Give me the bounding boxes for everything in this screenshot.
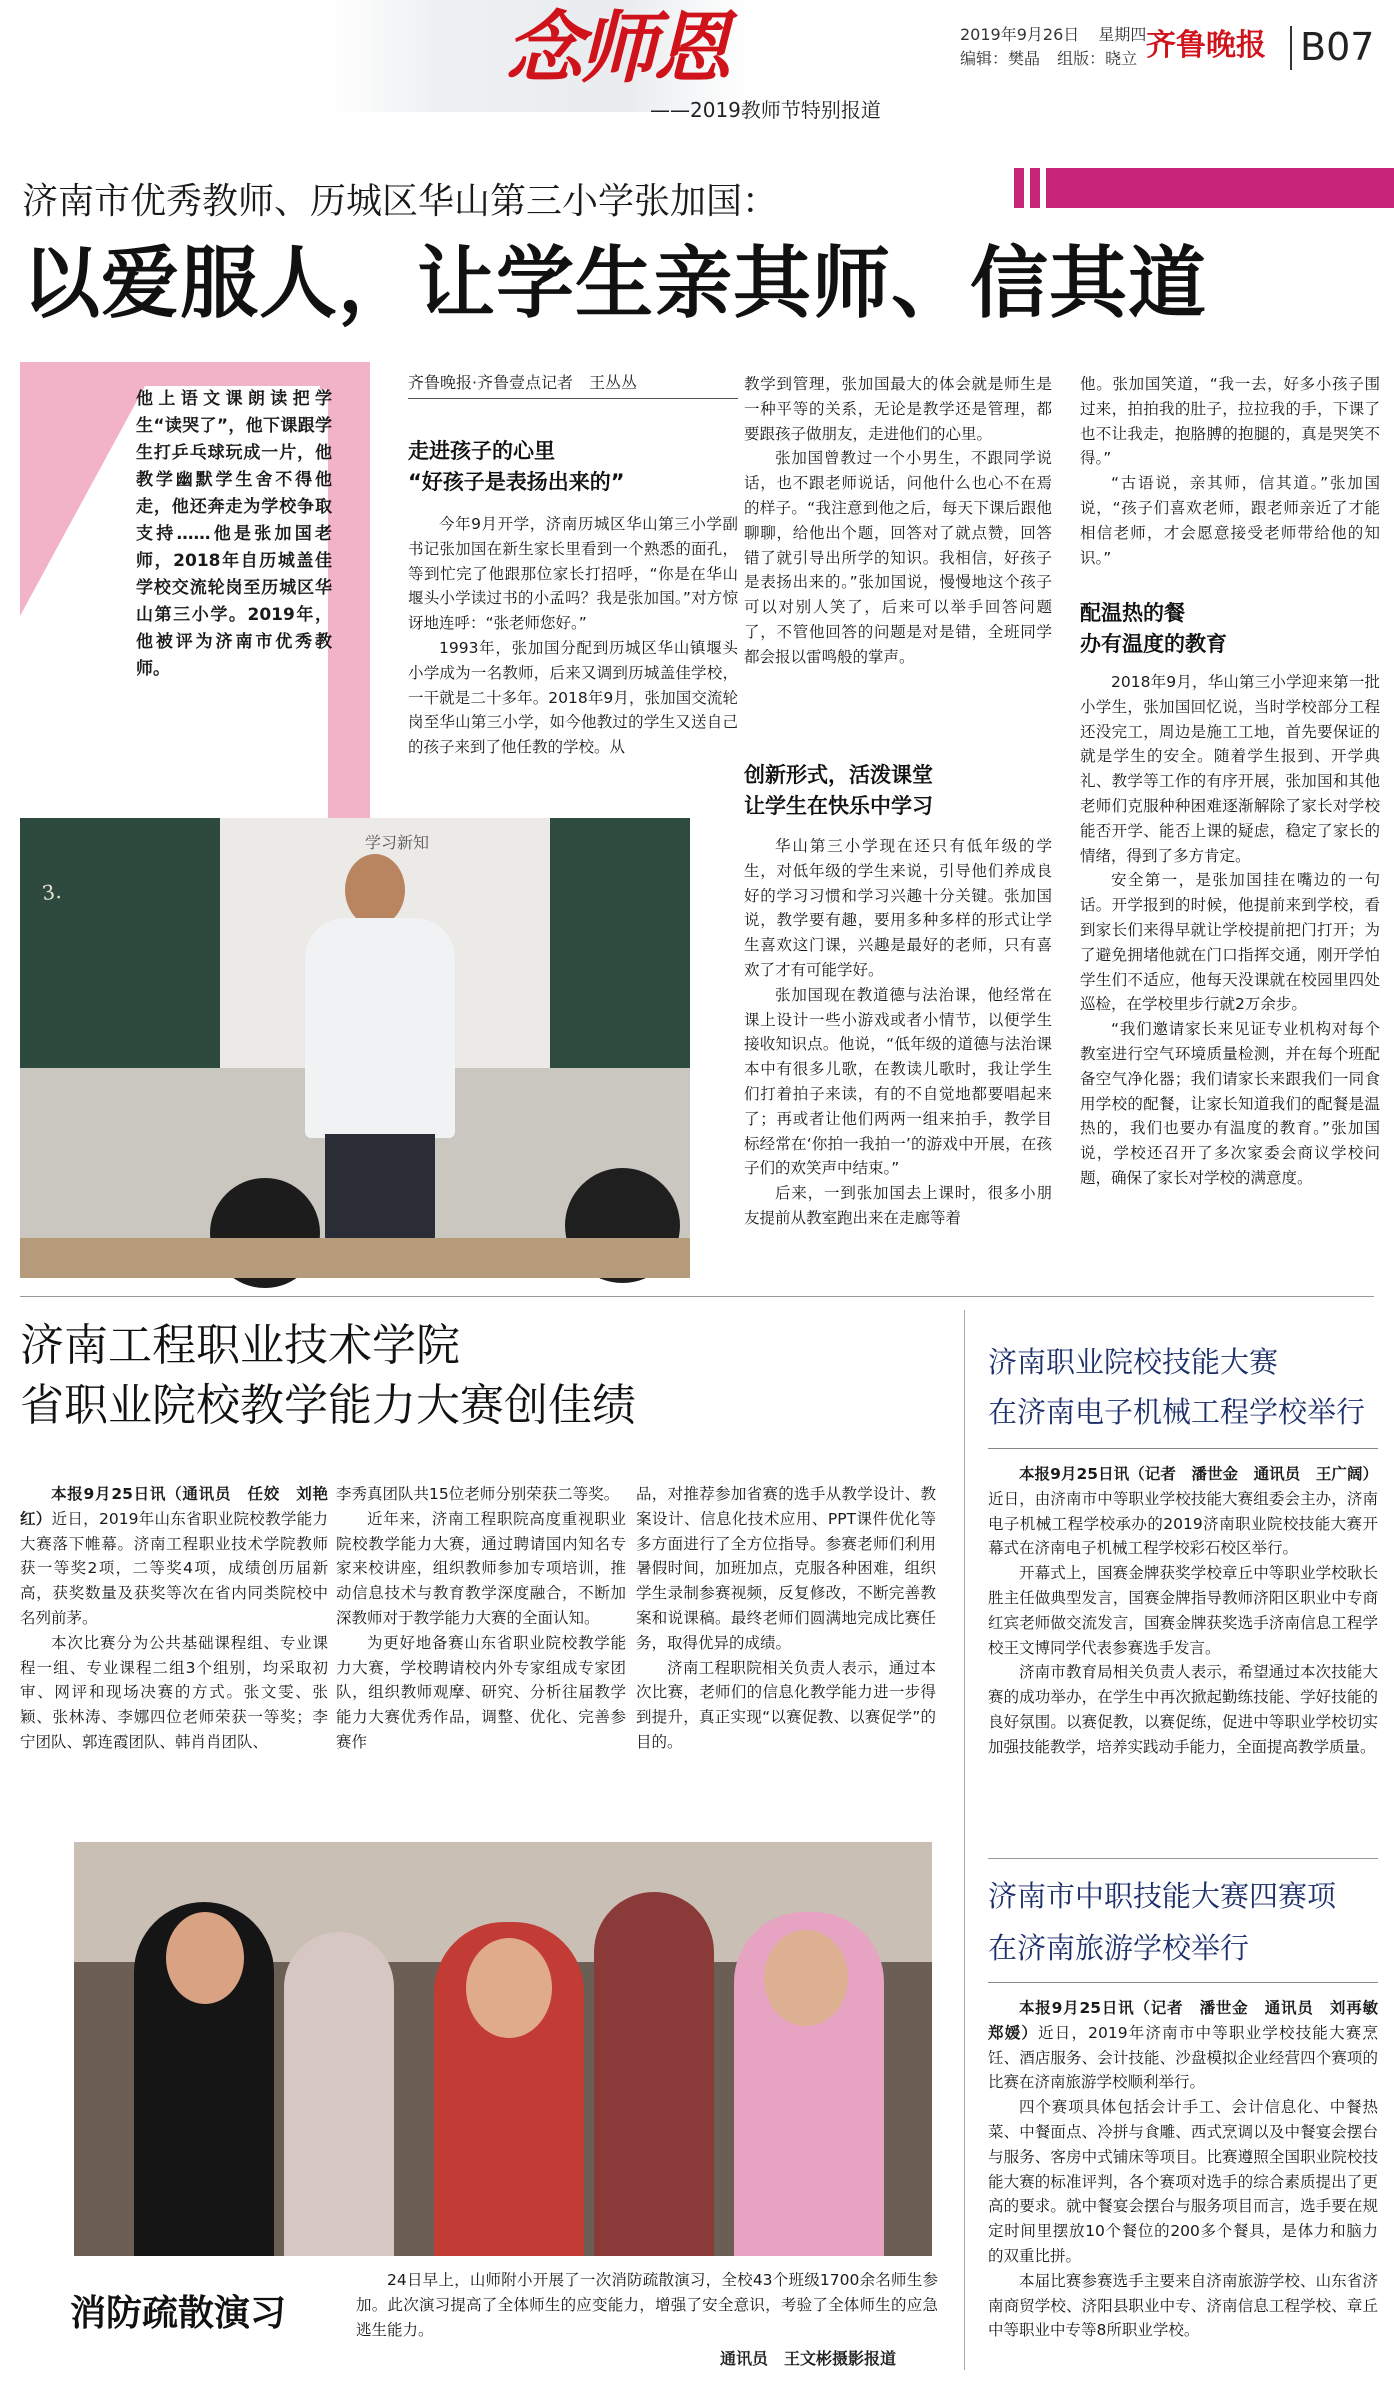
byline-rule <box>408 398 738 399</box>
article3-body <box>988 1462 1378 1882</box>
editor-credit: 编辑：樊晶 <box>960 49 1041 68</box>
student-face <box>166 1912 244 2004</box>
blackboard-writing: 3. <box>40 878 63 906</box>
paragraph: 李秀真团队共15位老师分别荣获二等奖。 <box>336 1485 620 1503</box>
student-figure <box>284 1932 394 2256</box>
article1-kicker: 济南市优秀教师、历城区华山第三小学张加国： <box>22 181 779 222</box>
article3-lead: 本报9月25日讯（记者 潘世金 通讯员 王广阔） <box>1019 1465 1378 1483</box>
paragraph: “古语说，亲其师，信其道。”张加国说，“孩子们喜欢老师，跟老师亲近了才能相信老师，才会愿意接受老师带给他的知识。” <box>1080 474 1380 567</box>
desk-row <box>20 1238 690 1278</box>
paper-logo: 齐鲁晚报 <box>1146 28 1266 63</box>
blackboard-left <box>20 818 220 1068</box>
paragraph: 华山第三小学现在还只有低年级的学生，对低年级的学生来说，引导他们养成良好的学习习惯和学习兴趣十分关键。张加国说，教学要有趣，要用多种多样的形式让学生喜欢这门课，兴趣是最好的老师，只有喜欢了才有可能学好。 <box>744 837 1052 979</box>
paragraph: 开幕式上，国赛金牌获奖学校章丘中等职业学校耿长胜主任做典型发言，国赛金牌指导教师济阳区职业中专商红宾老师做交流发言，国赛金牌获奖选手济南信息工程学校王文博同学代表参赛选手发言。 <box>988 1564 1378 1657</box>
issue-weekday: 星期四 <box>1098 25 1147 44</box>
headline-rule <box>988 1982 1378 1983</box>
article2-lead: 本报9月25日讯（通讯员 任姣 刘艳红） <box>20 1485 328 1528</box>
header-divider <box>1290 26 1292 70</box>
article3-headline-2: 在济南电子机械工程学校举行 <box>988 1395 1366 1429</box>
issue-date: 2019年9月26日 <box>960 25 1080 44</box>
article2-first: 近日，2019年山东省职业院校教学能力大赛落下帷幕。济南工程职业技术学院教师获一等奖2项，二等奖4项，成绩创历届新高，获奖数量及获奖等次在省内同类院校中名列前茅。 <box>20 1509 328 1627</box>
paragraph: 本届比赛参赛选手主要来自济南旅游学校、山东省济南商贸学校、济阳县职业中专、济南信息工程学校、章丘中等职业中专等8所职业学校。 <box>988 2271 1378 2340</box>
accent-bar-long <box>1046 168 1394 208</box>
article2-headline-1: 济南工程职业技术学院 <box>20 1320 460 1371</box>
paragraph: 2018年9月，华山第三小学迎来第一批小学生，张加国回忆说，当时学校部分工程还没完工，周边是施工工地，首先要保证的就是学生的安全。随着学生报到、开学典礼、教学等工作的有序开展，张加国和其他老师们克服种种困难逐渐解除了家长对学校能否开学、能否上课的疑虑，稳定了家长的情绪，得到了多方肯定。 <box>1080 673 1380 865</box>
article4-headline-2: 在济南旅游学校举行 <box>988 1931 1250 1965</box>
paragraph: “我们邀请家长来见证专业机构对每个教室进行空气环境质量检测，并在每个班配备空气净化器；我们请家长来跟我们一同食用学校的配餐，让家长知道我们的配餐是温热的，我们也要办有温度的教育。”张加国说，学校还召开了多次家委会商议学校问题，确保了家长对学校的满意度。 <box>1080 1020 1380 1187</box>
paragraph: 张加国曾教过一个小男生，不跟同学说话，也不跟老师说话，问他什么也心不在焉的样子。“我注意到他之后，每天下课后跟他聊聊，给他出个题，回答对了就点赞，回答错了就引导出所学的知识。我相信，好孩子是表扬出来的。”张加国说，慢慢地这个孩子可以对别人笑了，后来可以举手回答问题了，不管他回答的问题是对是错，全班同学都会报以雷鸣般的掌声。 <box>744 449 1052 666</box>
section-title-3: 配温热的餐 办有温度的教育 <box>1080 601 1227 656</box>
paragraph: 近年来，济南工程职院高度重视职业院校教学能力大赛，通过聘请国内知名专家来校讲座，组织教师参加专项培训，推动信息技术与教育教学深度融合，不断加深教师对于教学能力大赛的全面认知。 <box>336 1509 626 1627</box>
article4-lead: 本报9月25日讯（记者 潘世金 通讯员 刘再敏 郑媛） <box>988 1999 1394 2042</box>
paragraph: 本次比赛分为公共基础课程组、专业课程一组、专业课程二组3个组别，均采取初审、网评和现场决赛的方式。张文雯、张颖、张林涛、李娜四位老师荣获一等奖；李宁团队、郭连霞团队、韩肖肖团队、 <box>20 1633 328 1751</box>
screen-text: 学习新知 <box>365 833 430 852</box>
paragraph: 济南工程职院相关负责人表示，通过本次比赛，老师们的信息化教学能力进一步得到提升，真正实现“以赛促教、以赛促学”的目的。 <box>636 1658 936 1751</box>
article2-headline-2: 省职业院校教学能力大赛创佳绩 <box>20 1380 636 1431</box>
paragraph: 品，对推荐参加省赛的选手从教学设计、教案设计、信息化技术应用、PPT课件优化等多方面进行了全方位指导。参赛老师们利用暑假时间，加班加点，克服各种困难，组织学生录制参赛视频，反复修改，不断完善教案和说课稿。最终老师们圆满地完成比赛任务，取得优异的成绩。 <box>636 1485 936 1652</box>
headline-rule <box>988 1448 1378 1449</box>
article1-col2 <box>744 834 1052 1278</box>
section-title-2: 创新形式，活泼课堂 让学生在快乐中学习 <box>744 763 933 818</box>
article4-first: 近日，2019年济南市中等职业学校技能大赛烹饪、酒店服务、会计技能、沙盘模拟企业经营四个赛项的比赛在济南旅游学校顺利举行。 <box>988 2023 1378 2092</box>
article1-col3-top <box>1080 372 1380 567</box>
paragraph: 今年9月开学，济南历城区华山第三小学副书记张加国在新生家长里看到一个熟悉的面孔，等到忙完了他跟那位家长打招呼，“你是在华山堰头小学读过书的小孟吗？我是张加国。”对方惊讶地连呼：“张老师您好。” <box>408 515 738 633</box>
article-divider <box>988 1858 1378 1859</box>
paragraph <box>20 1482 328 1631</box>
paragraph <box>988 1462 1378 1561</box>
student-face <box>764 1930 848 2026</box>
article1-byline: 齐鲁晚报·齐鲁壹点记者 王丛丛 <box>408 373 638 392</box>
photo-fire-drill <box>74 1842 932 2256</box>
fire-drill-credit: 通讯员 王文彬摄影报道 <box>720 2349 897 2368</box>
paragraph: 后来，一到张加国去上课时，很多小朋友提前从教室跑出来在走廊等着 <box>744 1184 1052 1227</box>
paragraph: 教学到管理，张加国最大的体会就是师生是一种平等的关系，无论是教学还是管理，都要跟孩子做朋友，走进他们的心里。 <box>744 375 1052 443</box>
article1-col1 <box>408 512 738 822</box>
article3-first: 近日，由济南市中等职业学校技能大赛组委会主办，济南电子机械工程学校承办的2019济南职业院校技能大赛开幕式在济南电子机械工程学校彩石校区举行。 <box>988 1489 1378 1558</box>
article1-headline: 以爱服人，让学生亲其师、信其道 <box>22 239 1208 329</box>
photo-classroom <box>20 818 690 1278</box>
article2-col1 <box>20 1482 328 1812</box>
teacher-head <box>345 854 405 926</box>
article4-body <box>988 1996 1394 2388</box>
page-number: B07 <box>1300 25 1375 69</box>
column-divider <box>964 1310 965 2370</box>
accent-bar <box>1014 168 1024 208</box>
article1-intro: 他上语文课朗读把学生“读哭了”，他下课跟学生打乒乓球玩成一片，他教学幽默学生舍不得他走，他还奔走为学校争取支持……他是张加国老师，2018年自历城盖佳学校交流轮岗至历城区华山第三小学。2019年，他被评为济南市优秀教师。 <box>136 389 332 679</box>
article1-col3 <box>1080 670 1380 1278</box>
blackboard-right <box>550 818 690 1068</box>
student-figure <box>594 1892 714 2256</box>
teacher-body <box>305 918 455 1138</box>
paragraph: 张加国现在教道德与法治课，他经常在课上设计一些小游戏或者小情节，以便学生接收知识点。他说，“低年级的道德与法治课本中有很多儿歌，在教读儿歌时，我让学生们打着拍子来读，有的不自觉地都要唱起来了；再或者让他们两两一组来拍手，教学目标经常在‘你拍一我拍一’的游戏中开展，在孩子们的欢笑声中结束。” <box>744 985 1052 1178</box>
masthead-staff <box>960 48 1137 70</box>
paragraph: 1993年，张加国分配到历城区华山镇堰头小学成为一名教师，后来又调到历城盖佳学校，一干就是二十多年。2018年9月，张加国交流轮岗至华山第三小学，如今他教过的学生又送自己的孩子来到了他任教的学校。从 <box>408 638 738 757</box>
layout-credit: 组版：晓立 <box>1057 49 1138 68</box>
article2-col3 <box>636 1482 936 1812</box>
article3-headline-1: 济南职业院校技能大赛 <box>988 1345 1279 1379</box>
fire-drill-caption <box>356 2268 938 2342</box>
student-face <box>466 1938 552 2038</box>
paragraph: 他。张加国笑道，“我一去，好多小孩子围过来，拍拍我的肚子，拉拉我的手，下课了也不让我走，抱胳膊的抱腿的，真是哭笑不得。” <box>1080 375 1380 468</box>
article4-headline-1: 济南市中职技能大赛四赛项 <box>988 1879 1337 1913</box>
article1-col2-top <box>744 372 1052 720</box>
article2-col2 <box>336 1482 626 1812</box>
masthead <box>0 0 1394 122</box>
paragraph: 为更好地备赛山东省职业院校教学能力大赛，学校聘请校内外专家组成专家团队，组织教师观摩、研究、分析往届教学能力大赛优秀作品，调整、优化、完善参赛作 <box>336 1633 626 1751</box>
masthead-subtitle: ——2019教师节特别报道 <box>650 98 881 122</box>
paragraph: 四个赛项具体包括会计手工、会计信息化、中餐热菜、中餐面点、冷拼与食雕、西式烹调以及中餐宴会摆台与服务、客房中式铺床等项目。比赛遵照全国职业院校技能大赛的标准评判，各个赛项对选手的综合素质提出了更高的要求。就中餐宴会摆台与服务项目而言，选手要在规定时间里摆放10个餐位的200多个餐具，是体力和脑力的双重比拼。 <box>988 2098 1378 2265</box>
masthead-title: 念师恩 <box>505 3 728 94</box>
paragraph: 济南市教育局相关负责人表示，希望通过本次技能大赛的成功举办，在学生中再次掀起勤练技能、学好技能的良好氛围。以赛促教，以赛促练，促进中等职业学校切实加强技能教学，培养实践动手能力，全面提高教学质量。 <box>988 1663 1378 1756</box>
masthead-date <box>960 24 1146 46</box>
paragraph <box>988 1996 1394 2095</box>
section-divider <box>20 1296 1374 1297</box>
fire-drill-title: 消防疏散演习 <box>70 2293 287 2334</box>
paragraph: 安全第一，是张加国挂在嘴边的一句话。开学报到的时候，他提前来到学校，看到家长们来得早就让学校提前把门打开；为了避免拥堵他就在门口指挥交通，刚开学怕学生们不适应，他每天没课就在校园里四处巡检，在学校里步行就2万余步。 <box>1080 871 1380 1014</box>
section-title-1: 走进孩子的心里 “好孩子是表扬出来的” <box>408 439 625 494</box>
paragraph: 24日早上，山师附小开展了一次消防疏散演习，全校43个班级1700余名师生参加。此次演习提高了全体师生的应变能力，增强了安全意识，考验了全体师生的应急逃生能力。 <box>356 2271 938 2339</box>
accent-bar <box>1030 168 1040 208</box>
